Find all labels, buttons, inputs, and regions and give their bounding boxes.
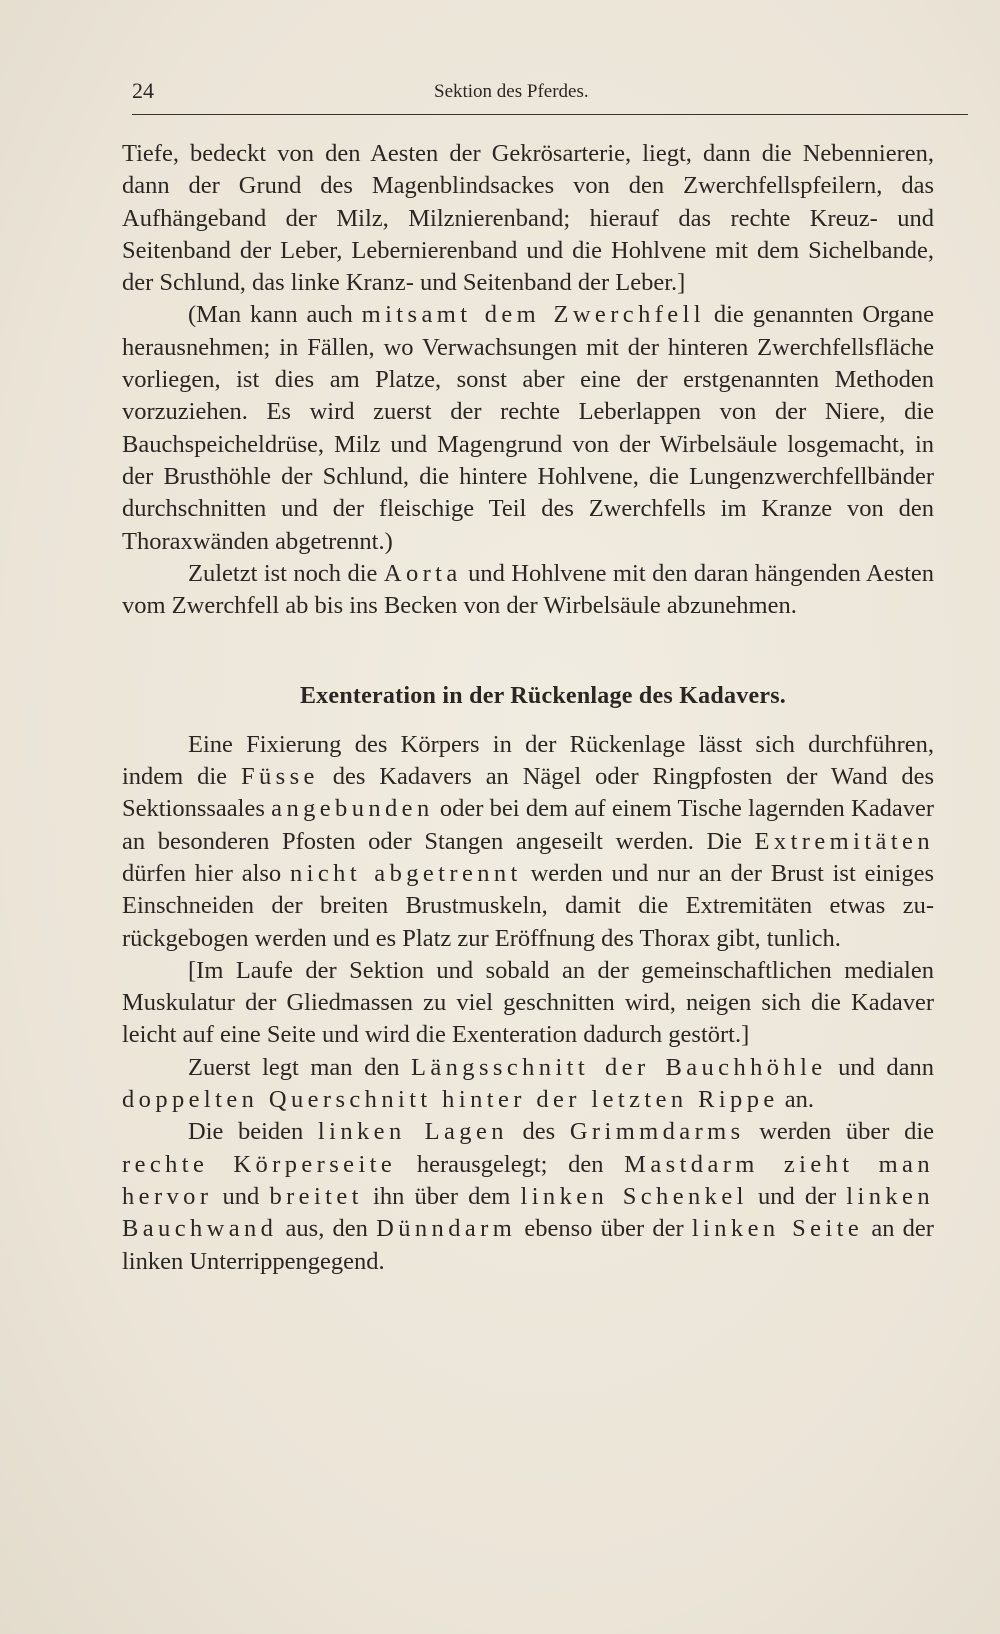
text-run: und dann	[826, 1053, 935, 1081]
text-run: des Kadavers an Nägel oder Ringpfosten der Wand des Sektionssaales	[122, 763, 935, 823]
paragraph-2	[122, 299, 934, 557]
spaced-emphasis: linken Seite	[691, 1215, 864, 1243]
paragraph-5: [Im Laufe der Sektion und sobald an der gemeinschaftlichen medialen Muskulatur der Gliedmassen zu viel geschnitten wird, neigen sich die Kadaver leicht auf eine Seite und wird die Exenteration dadurch gestört.]	[122, 956, 934, 1049]
text-run: die genannten Organe herausnehmen; in Fällen, wo Verwachsungen mit der hinteren Zwerchfellsfläche vorliegen, ist dies am Platze, sonst aber eine der erstgenannten Methoden vorzuziehen. Es wird zuerst der rechte Leberlappen von der Niere, die Bauchspeicheldrüse, Milz und Magengrund von der Wirbelsäule losgemacht, in der Brusthöhle der Schlund, die hintere Hohlvene, die Lungenzwerchfellbänder durchschnitten und der fleischige Teil des Zwerchfells im Kranze von den Thoraxwänden abgetrennt.)	[122, 301, 934, 555]
spaced-emphasis: Dünndarm	[376, 1215, 517, 1243]
body-text	[122, 138, 934, 1278]
text-run: aus, den	[277, 1215, 377, 1243]
text-run: und Hohlvene mit den daran hängenden Aesten vom Zwerchfell ab bis ins Becken von der Wirbelsäule abzunehmen.	[122, 559, 934, 620]
text-run: an.	[778, 1086, 815, 1114]
paragraph-3	[122, 558, 934, 623]
text-run: (Man kann auch	[188, 301, 362, 329]
text-run: ebenso über der	[516, 1215, 692, 1243]
text-run: werden über die	[744, 1118, 934, 1146]
spaced-emphasis: Grimmdarms	[569, 1118, 745, 1146]
spaced-emphasis: linken Bauchwand	[122, 1182, 934, 1243]
text-run: Die beiden	[188, 1118, 318, 1146]
text-run: und	[212, 1182, 270, 1210]
spaced-emphasis: Aorta	[383, 559, 462, 587]
running-head	[132, 78, 968, 108]
text-run: dürfen hier also	[122, 859, 290, 887]
spaced-emphasis: Füsse	[240, 763, 319, 791]
text-run: werden und nur an der Brust ist einiges Einschneiden der breiten Brustmuskeln, damit die Extremitäten etwas zurückgebogen werden und es Platz zur Eröffnung des Thorax gibt, tunlich.	[122, 859, 934, 952]
spaced-emphasis: Extremitäten	[754, 827, 934, 855]
spaced-emphasis: linken Lagen	[317, 1118, 508, 1146]
text-run: des	[507, 1118, 570, 1146]
page-number: 24	[132, 78, 154, 103]
text-run: oder bei dem auf einem Tische lagernden Kadaver an besonderen Pfosten oder Stangen angeseilt werden. Die	[122, 795, 934, 855]
section-heading: Exenteration in der Rückenlage des Kadavers.	[299, 683, 787, 710]
spaced-emphasis: breitet	[269, 1182, 363, 1210]
spaced-emphasis: mitsamt dem Zwerchfell	[361, 301, 706, 329]
paragraph-4	[122, 729, 934, 955]
spaced-emphasis: angebunden	[271, 795, 434, 823]
text-run: Zuerst legt man den	[188, 1053, 411, 1081]
spaced-emphasis: doppelten Querschnitt hinter der letzten Rippe	[122, 1086, 779, 1114]
text-run: herausgelegt; den	[396, 1150, 625, 1178]
spaced-emphasis: rechte Körperseite	[122, 1150, 397, 1178]
spaced-emphasis: linken Schenkel	[520, 1182, 748, 1210]
header-rule	[132, 114, 968, 115]
text-run: Eine Fixierung des Körpers in der Rückenlage lässt sich durchführen, indem die	[122, 730, 934, 791]
paragraph-7	[122, 1116, 934, 1277]
paragraph-6	[122, 1052, 934, 1117]
paragraph-1: Tiefe, bedeckt von den Aesten der Gekrösarterie, liegt, dann die Nebennieren, dann der Grund des Magenblindsackes von den Zwerchfellspfeilern, das Aufhängeband der Milz, Milznierenband; hierauf das rechte Kreuz- und Seitenband der Leber, Lebernierenband und die Hohlvene mit dem Sichelbande, der Schlund, das linke Kranz- und Seitenband der Leber.]	[122, 140, 934, 297]
text-run: Zuletzt ist noch die	[188, 559, 384, 587]
text-run: ihn über dem	[362, 1182, 521, 1210]
spaced-emphasis: nicht abgetrennt	[290, 859, 522, 887]
spaced-emphasis: Längsschnitt der Bauchhöhle	[410, 1053, 827, 1081]
running-title: Sektion des Pferdes.	[434, 81, 589, 102]
text-run: an der linken Unterrippengegend.	[122, 1215, 934, 1275]
text-run: und der	[747, 1182, 847, 1210]
spaced-emphasis: Mastdarm zieht man hervor	[122, 1150, 934, 1210]
